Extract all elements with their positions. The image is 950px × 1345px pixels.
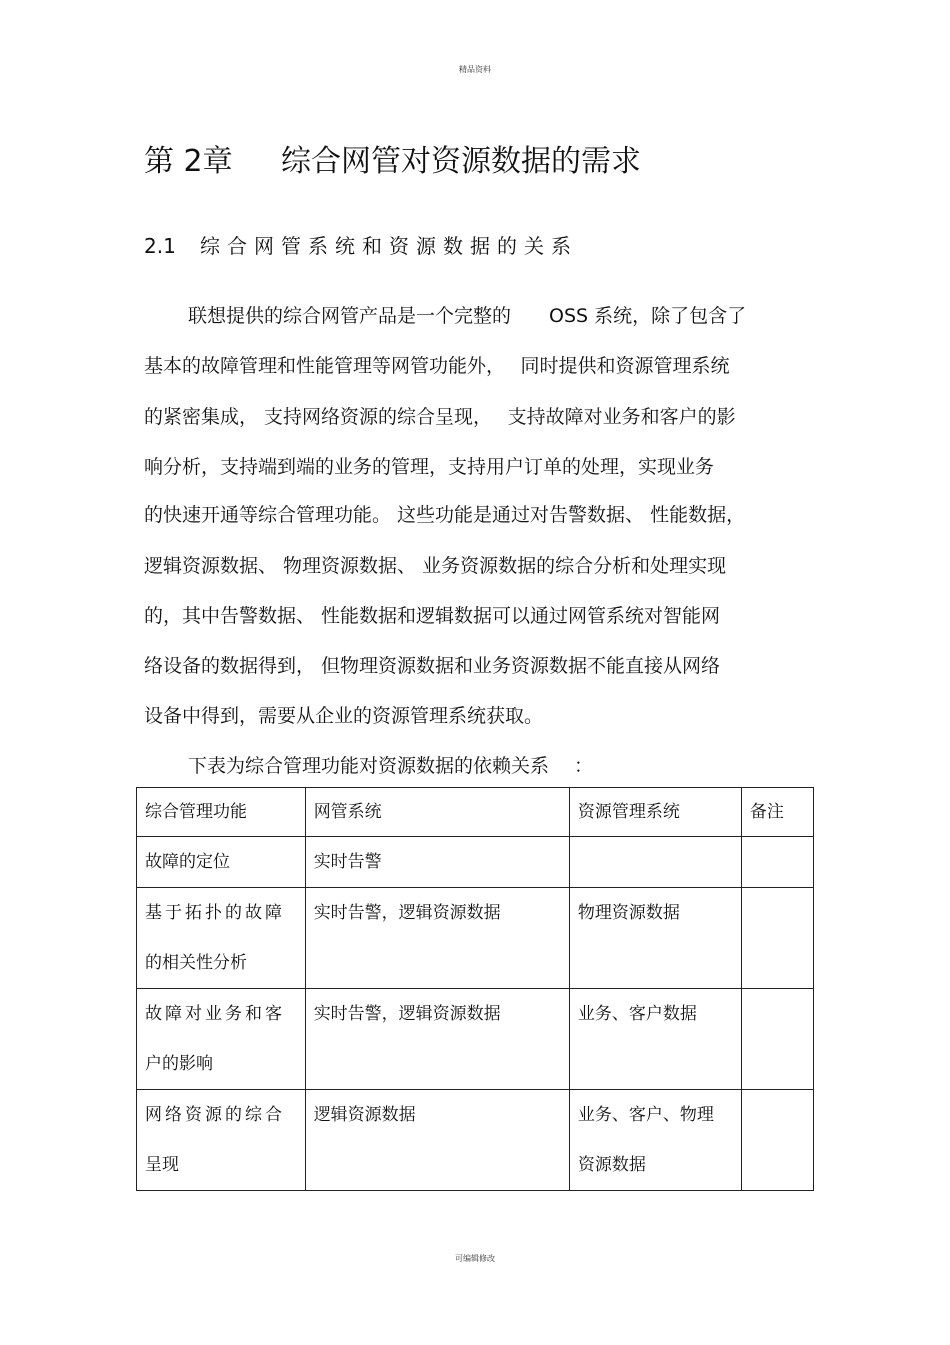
- paragraph-line: 的快速开通等综合管理功能。 这些功能是通过对告警数据、 性能数据，: [144, 504, 746, 526]
- cell-note: [741, 989, 813, 1090]
- cell-function-line: 故障对业务和客: [145, 1004, 285, 1024]
- header-nms: 网管系统: [305, 788, 569, 837]
- cell-rms-line: 资源数据: [577, 1155, 646, 1175]
- table-intro: 下表为综合管理功能对资源数据的依赖关系 ：: [188, 755, 594, 777]
- cell-function-line: 呈现: [145, 1155, 179, 1175]
- paragraph-line: 基本的故障管理和性能管理等网管功能外， 同时提供和资源管理系统: [144, 355, 730, 377]
- cell-rms: 物理资源数据: [569, 888, 741, 989]
- section-title: 综合网管系统和资源数据的关系: [200, 234, 578, 258]
- cell-nms: 逻辑资源数据: [305, 1090, 569, 1191]
- header-note: 备注: [741, 788, 813, 837]
- paragraph-line: 联想提供的综合网管产品是一个完整的 OSS 系统，除了包含了: [188, 305, 747, 327]
- cell-function: 故障的定位: [137, 837, 306, 888]
- cell-function-line: 基于拓扑的故障: [145, 903, 285, 923]
- header-function: 综合管理功能: [137, 788, 306, 837]
- dependency-table: [136, 787, 814, 1191]
- section-heading: [144, 230, 578, 259]
- chapter-number: 第 2章: [144, 144, 233, 179]
- cell-note: [741, 888, 813, 989]
- page-header-mark: 精品资料: [459, 65, 491, 74]
- table-header-row: [137, 788, 814, 837]
- cell-nms: 实时告警，逻辑资源数据: [305, 989, 569, 1090]
- cell-nms: 实时告警: [305, 837, 569, 888]
- cell-function-line: 网络资源的综合: [145, 1105, 285, 1125]
- cell-function: [137, 888, 306, 989]
- paragraph-line: 逻辑资源数据、 物理资源数据、 业务资源数据的综合分析和处理实现: [144, 555, 727, 577]
- table-row: [137, 989, 814, 1090]
- cell-rms: [569, 837, 741, 888]
- cell-function: [137, 989, 306, 1090]
- paragraph-line: 设备中得到，需要从企业的资源管理系统获取。: [144, 705, 544, 727]
- table-row: [137, 888, 814, 989]
- cell-function-line: 户的影响: [145, 1054, 213, 1074]
- table-row: [137, 1090, 814, 1191]
- cell-function-line: 的相关性分析: [145, 953, 247, 973]
- cell-rms: [569, 1090, 741, 1191]
- header-rms: 资源管理系统: [569, 788, 741, 837]
- cell-note: [741, 1090, 813, 1191]
- paragraph-line: 络设备的数据得到， 但物理资源数据和业务资源数据不能直接从网络: [144, 655, 721, 677]
- cell-rms-line: 业务、客户、物理: [577, 1105, 714, 1125]
- table-row: [137, 837, 814, 888]
- page-footer-mark: 可编辑修改: [455, 1254, 495, 1263]
- paragraph-line: 的紧密集成， 支持网络资源的综合呈现， 支持故障对业务和客户的影: [144, 406, 736, 428]
- paragraph-line: 的，其中告警数据、 性能数据和逻辑数据可以通过网管系统对智能网: [144, 605, 721, 627]
- chapter-heading: [144, 136, 641, 180]
- chapter-title: 综合网管对资源数据的需求: [281, 144, 641, 179]
- cell-nms: 实时告警，逻辑资源数据: [305, 888, 569, 989]
- cell-function: [137, 1090, 306, 1191]
- paragraph-line: 响分析，支持端到端的业务的管理，支持用户订单的处理，实现业务: [144, 456, 715, 478]
- cell-rms: 业务、客户数据: [569, 989, 741, 1090]
- cell-note: [741, 837, 813, 888]
- section-number: 2.1: [144, 234, 176, 258]
